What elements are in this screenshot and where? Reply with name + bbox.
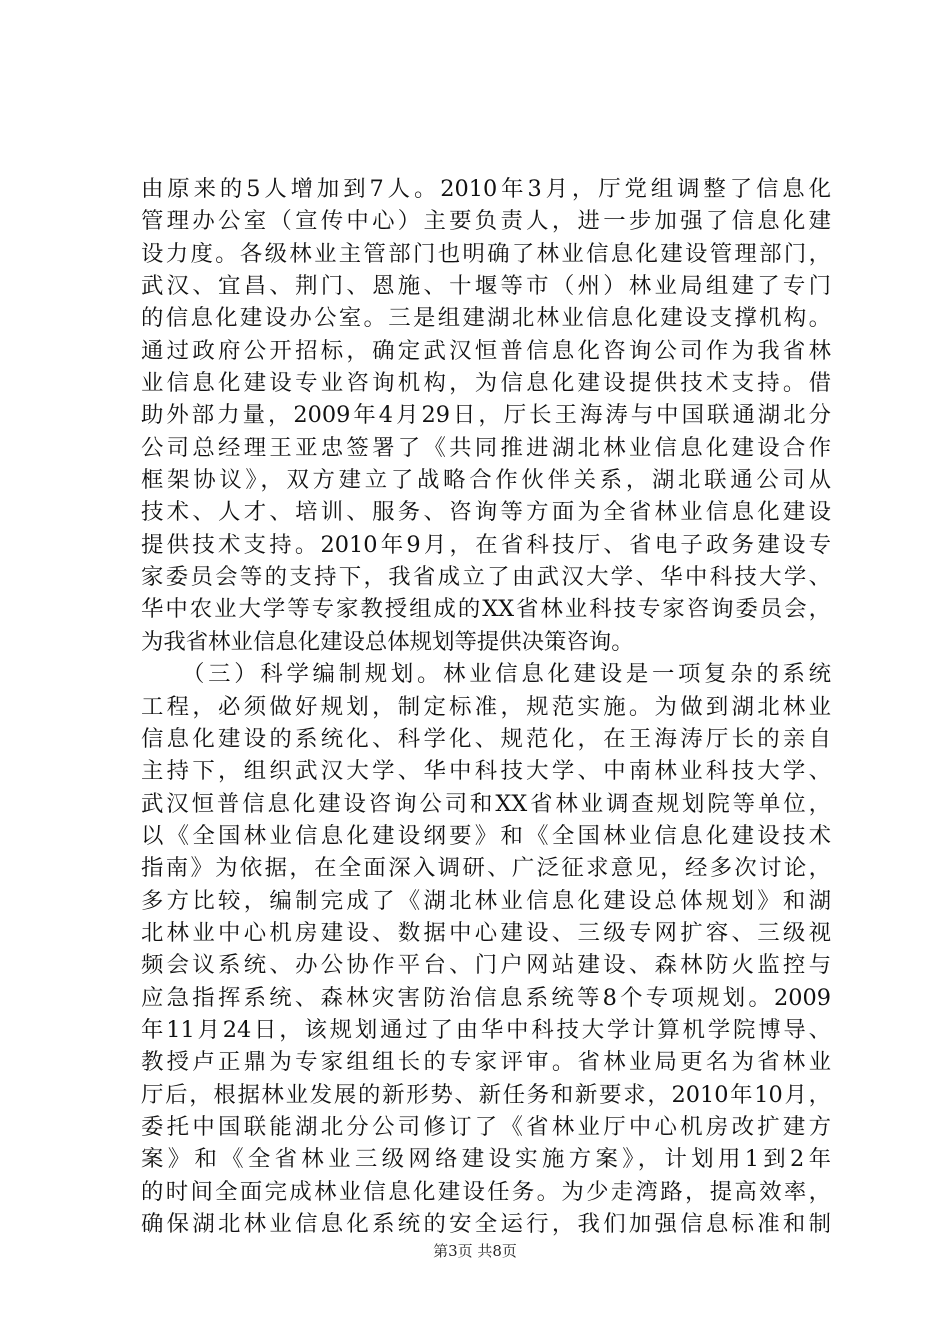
- text-line: 管理办公室（宣传中心）主要负责人，进一步加强了信息化建: [141, 208, 831, 235]
- text-line: 助外部力量，2009年4月29日，厅长王海涛与中国联通湖北分: [141, 402, 831, 429]
- page-number: 第3页 共8页: [433, 1242, 517, 1260]
- text-line: 技术、人才、培训、服务、咨询等方面为全省林业信息化建设: [141, 499, 831, 526]
- text-line: 华中农业大学等专家教授组成的XX省林业科技专家咨询委员会，: [141, 596, 831, 623]
- body-text: [141, 173, 831, 1240]
- text-line: 工程，必须做好规划，制定标准，规范实施。为做到湖北林业: [141, 693, 831, 720]
- text-line: （三）科学编制规划。林业信息化建设是一项复杂的系统: [141, 661, 831, 688]
- text-line: 北林业中心机房建设、数据中心建设、三级专网扩容、三级视: [141, 919, 831, 946]
- text-line: 教授卢正鼎为专家组组长的专家评审。省林业局更名为省林业: [141, 1049, 831, 1076]
- text-line: 以《全国林业信息化建设纲要》和《全国林业信息化建设技术: [141, 822, 831, 849]
- text-line: 为我省林业信息化建设总体规划等提供决策咨询。: [141, 628, 634, 655]
- text-line: 由原来的5人增加到7人。2010年3月，厅党组调整了信息化: [141, 176, 831, 202]
- text-line: 武汉、宜昌、荆门、恩施、十堰等市（州）林业局组建了专门: [141, 273, 831, 300]
- text-line: 业信息化建设专业咨询机构，为信息化建设提供技术支持。借: [141, 370, 831, 397]
- text-line: 委托中国联能湖北分公司修订了《省林业厅中心机房改扩建方: [141, 1113, 831, 1140]
- text-line: 武汉恒普信息化建设咨询公司和XX省林业调查规划院等单位，: [141, 790, 831, 817]
- text-line: 设力度。各级林业主管部门也明确了林业信息化建设管理部门，: [141, 240, 831, 267]
- text-line: 的时间全面完成林业信息化建设任务。为少走湾路，提高效率，: [141, 1178, 831, 1205]
- text-line: 案》和《全省林业三级网络建设实施方案》，计划用1到2年: [141, 1146, 831, 1173]
- text-line: 指南》为依据，在全面深入调研、广泛征求意见，经多次讨论，: [141, 855, 831, 882]
- text-line: 的信息化建设办公室。三是组建湖北林业信息化建设支撑机构。: [141, 305, 831, 332]
- text-line: 框架协议》，双方建立了战略合作伙伴关系，湖北联通公司从: [141, 467, 831, 494]
- text-line: 通过政府公开招标，确定武汉恒普信息化咨询公司作为我省林: [141, 337, 831, 364]
- page-footer: [0, 1240, 950, 1261]
- text-line: 年11月24日，该规划通过了由华中科技大学计算机学院博导、: [141, 1016, 831, 1043]
- text-line: 确保湖北林业信息化系统的安全运行，我们加强信息标准和制: [141, 1211, 831, 1237]
- text-line: 信息化建设的系统化、科学化、规范化，在王海涛厅长的亲自: [141, 725, 831, 752]
- text-line: 提供技术支持。2010年9月，在省科技厅、省电子政务建设专: [141, 531, 831, 558]
- text-line: 主持下，组织武汉大学、华中科技大学、中南林业科技大学、: [141, 758, 831, 785]
- text-line: 频会议系统、办公协作平台、门户网站建设、森林防火监控与: [141, 952, 831, 979]
- text-line: 厅后，根据林业发展的新形势、新任务和新要求，2010年10月，: [141, 1081, 831, 1108]
- text-line: 应急指挥系统、森林灾害防治信息系统等8个专项规划。2009: [141, 984, 831, 1011]
- text-line: 公司总经理王亚忠签署了《共同推进湖北林业信息化建设合作: [141, 434, 831, 461]
- text-line: 多方比较，编制完成了《湖北林业信息化建设总体规划》和湖: [141, 887, 831, 914]
- text-line: 家委员会等的支持下，我省成立了由武汉大学、华中科技大学、: [141, 564, 831, 591]
